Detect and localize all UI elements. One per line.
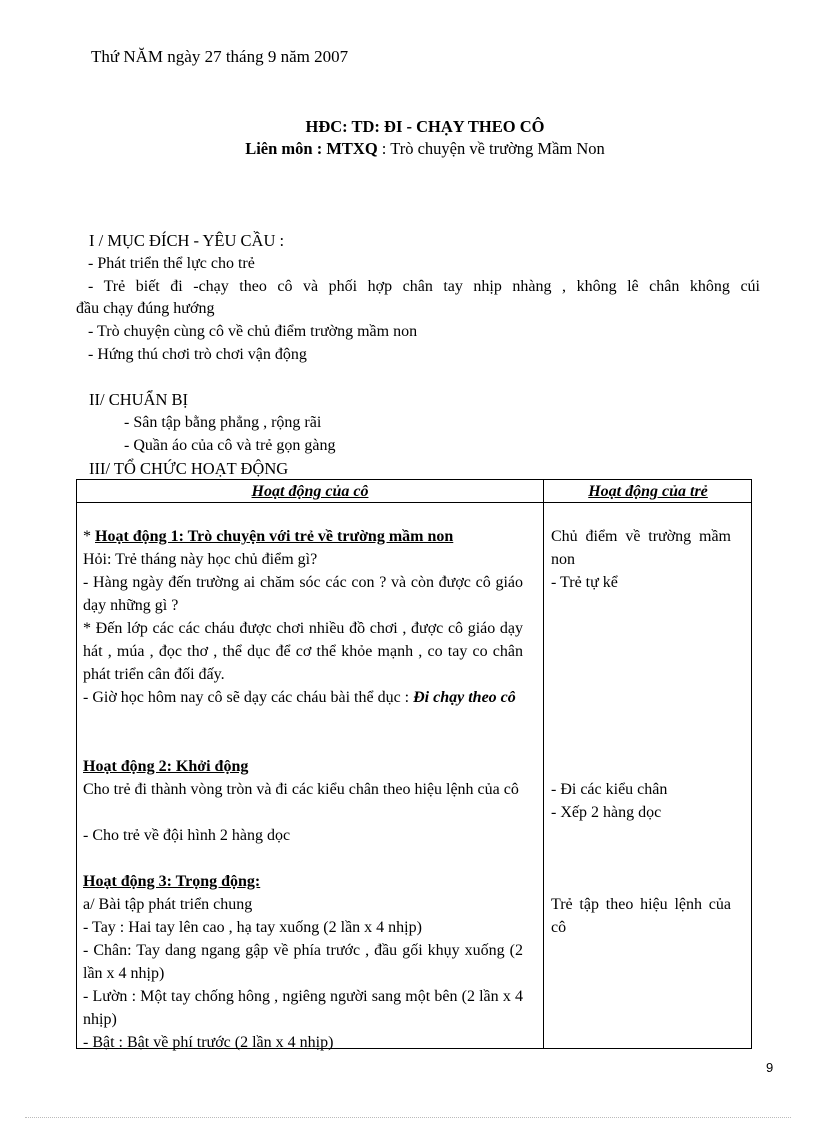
subtitle-topic: : Trò chuyện về trường Mầm Non	[377, 139, 605, 158]
activity-1-title: Hoạt động 1: Trò chuyện với trẻ về trường mầm non	[95, 528, 454, 545]
section-1-line: - Trò chuyện cùng cô về chủ điểm trường mầm non	[88, 323, 418, 340]
children-text: - Xếp 2 hàng dọc	[551, 804, 662, 821]
activity-3-title: Hoạt động 3: Trọng động:	[83, 873, 261, 890]
bullet-star: *	[83, 528, 95, 545]
children-text: Chủ điểm về trường mầm non	[551, 528, 731, 568]
lesson-subtitle	[0, 137, 816, 160]
section-2-heading: II/ CHUẨN BỊ	[89, 390, 188, 409]
children-text: Trẻ tập theo hiệu lệnh của cô	[551, 896, 731, 936]
children-text: - Trẻ tự kể	[551, 574, 618, 591]
teacher-text: - Cho trẻ về đội hình 2 hàng dọc	[83, 827, 291, 844]
teacher-text: Hỏi: Trẻ tháng này học chủ điểm gì?	[83, 551, 318, 568]
activity-2-title: Hoạt động 2: Khởi động	[83, 758, 249, 775]
teacher-text: - Bật : Bật về phí trước (2 lần x 4 nhịp)	[83, 1034, 334, 1051]
document-date: Thứ NĂM ngày 27 tháng 9 năm 2007	[91, 47, 349, 66]
lesson-title: HĐC: TD: ĐI - CHẠY THEO CÔ	[305, 117, 545, 136]
activities-table	[76, 479, 752, 1049]
activity-1-heading	[83, 525, 523, 548]
section-1-line: đầu chạy đúng hướng	[76, 300, 215, 317]
section-3-heading: III/ TỔ CHỨC HOẠT ĐỘNG	[89, 459, 289, 478]
teacher-column-header: Hoạt động của cô	[251, 483, 369, 500]
children-text: - Đi các kiểu chân	[551, 781, 668, 798]
column-divider	[543, 480, 544, 1048]
section-1-line: - Hứng thú chơi trò chơi vận động	[88, 346, 307, 363]
section-2-line: - Quần áo của cô và trẻ gọn gàng	[124, 437, 336, 454]
lesson-intro: - Giờ học hôm nay cô sẽ dạy các cháu bài thể dục :	[83, 689, 414, 706]
teacher-text: a/ Bài tập phát triển chung	[83, 896, 253, 913]
lesson-name: Đi chạy theo cô	[413, 689, 516, 706]
section-1-line: - Trẻ biết đi -chạy theo cô và phối hợp chân tay nhịp nhàng , không lê chân không cúi	[88, 278, 760, 295]
section-1-line: - Phát triển thể lực cho trẻ	[88, 255, 255, 272]
children-column-header: Hoạt động của trẻ	[588, 483, 708, 500]
teacher-text: - Chân: Tay dang ngang gập về phía trước , đầu gối khụy xuống (2 lần x 4 nhịp)	[83, 942, 523, 982]
page-number: 9	[766, 1060, 774, 1075]
subtitle-subject: Liên môn : MTXQ	[245, 139, 378, 158]
section-1-heading: I / MỤC ĐÍCH - YÊU CẦU :	[89, 231, 285, 250]
teacher-text: - Tay : Hai tay lên cao , hạ tay xuống (2 lần x 4 nhịp)	[83, 919, 422, 936]
teacher-text: - Hàng ngày đến trường ai chăm sóc các con ? và còn được cô giáo dạy những gì ?	[83, 574, 523, 614]
teacher-text: - Lườn : Một tay chống hông , ngiêng người sang một bên (2 lần x 4 nhịp)	[83, 988, 523, 1028]
page-bottom-rule	[25, 1117, 791, 1118]
teacher-text: Cho trẻ đi thành vòng tròn và đi các kiểu chân theo hiệu lệnh của cô	[83, 781, 519, 798]
teacher-text	[83, 686, 523, 709]
teacher-text: * Đến lớp các các cháu được chơi nhiều đồ chơi , được cô giáo dạy hát , múa , đọc thơ , thể dục để cơ thể khỏe mạnh , co tay co chân phát triển cân đối đấy.	[83, 620, 523, 683]
section-2-line: - Sân tập bằng phẳng , rộng rãi	[124, 414, 322, 431]
